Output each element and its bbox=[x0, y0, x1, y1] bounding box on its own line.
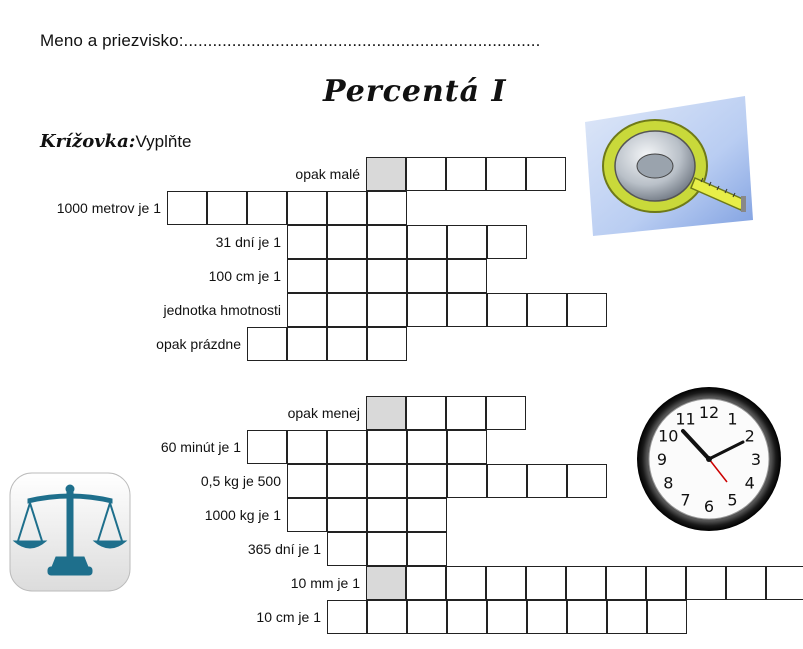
crossword-1-row6-cell2[interactable] bbox=[287, 327, 327, 361]
balance-scale-icon bbox=[8, 471, 132, 593]
crossword-1-row1-cell5[interactable] bbox=[526, 157, 566, 191]
clock-numeral-11: 11 bbox=[675, 409, 696, 429]
crossword-2-row4-cell3[interactable] bbox=[367, 498, 407, 532]
crossword-1-clue-3: 31 dní je 1 bbox=[215, 234, 281, 250]
crossword-1-row3-cell3[interactable] bbox=[367, 225, 407, 259]
crossword-1-row2-cell2[interactable] bbox=[207, 191, 247, 225]
crossword-1-row2-cell4[interactable] bbox=[287, 191, 327, 225]
crossword-2-row2-cell6[interactable] bbox=[447, 430, 487, 464]
clock-numeral-7: 7 bbox=[680, 490, 691, 510]
crossword-1-clue-4: 100 cm je 1 bbox=[208, 268, 281, 284]
crossword-1-row4-cell3[interactable] bbox=[367, 259, 407, 293]
crossword-1-clue-5: jednotka hmotnosti bbox=[163, 302, 281, 318]
crossword-1-row3-cell2[interactable] bbox=[327, 225, 367, 259]
clock-numeral-4: 4 bbox=[744, 473, 755, 493]
crossword-2-row7-cell3[interactable] bbox=[407, 600, 447, 634]
crossword-2-row7-cell5[interactable] bbox=[487, 600, 527, 634]
crossword-2-row3-cell5[interactable] bbox=[447, 464, 487, 498]
crossword-2-row7-cell6[interactable] bbox=[527, 600, 567, 634]
crossword-2-row6-cell9[interactable] bbox=[686, 566, 726, 600]
crossword-2-row2-cell1[interactable] bbox=[247, 430, 287, 464]
crossword-2-row4-cell2[interactable] bbox=[327, 498, 367, 532]
crossword-1-row2-cell3[interactable] bbox=[247, 191, 287, 225]
crossword-2-row3-cell1[interactable] bbox=[287, 464, 327, 498]
crossword-2-clue-1: opak menej bbox=[287, 405, 360, 421]
instruction bbox=[40, 131, 192, 152]
clock-numeral-12: 12 bbox=[698, 403, 720, 422]
crossword-1-row6-cell3[interactable] bbox=[327, 327, 367, 361]
clock-numeral-5: 5 bbox=[727, 490, 738, 510]
clock-numeral-1: 1 bbox=[727, 409, 738, 429]
crossword-2-row3-cell2[interactable] bbox=[327, 464, 367, 498]
crossword-1-row2-cell5[interactable] bbox=[327, 191, 367, 225]
crossword-2-clue-7: 10 cm je 1 bbox=[256, 609, 321, 625]
crossword-2-row2-cell4[interactable] bbox=[367, 430, 407, 464]
crossword-2-row7-cell2[interactable] bbox=[367, 600, 407, 634]
crossword-2-clue-5: 365 dní je 1 bbox=[247, 541, 321, 557]
crossword-2-row6-cell5[interactable] bbox=[526, 566, 566, 600]
crossword-1-row3-cell1[interactable] bbox=[287, 225, 327, 259]
crossword-2-row6-cell4[interactable] bbox=[486, 566, 526, 600]
crossword-2-row4-cell4[interactable] bbox=[407, 498, 447, 532]
crossword-2-clue-6: 10 mm je 1 bbox=[290, 575, 360, 591]
crossword-2-row3-cell6[interactable] bbox=[487, 464, 527, 498]
crossword-2-row5-cell3[interactable] bbox=[407, 532, 447, 566]
crossword-1-row4-cell4[interactable] bbox=[407, 259, 447, 293]
crossword-1-row2-cell1[interactable] bbox=[167, 191, 207, 225]
clock-numeral-6: 6 bbox=[703, 497, 715, 516]
crossword-2-row6-cell7[interactable] bbox=[606, 566, 646, 600]
crossword-2-row3-cell4[interactable] bbox=[407, 464, 447, 498]
crossword-2-row7-cell8[interactable] bbox=[607, 600, 647, 634]
crossword-1-row5-cell5[interactable] bbox=[447, 293, 487, 327]
worksheet-title: Percentá I bbox=[323, 74, 507, 109]
crossword-1-row4-cell1[interactable] bbox=[287, 259, 327, 293]
crossword-1-clue-1: opak malé bbox=[295, 166, 360, 182]
crossword-2-row6-cell10[interactable] bbox=[726, 566, 766, 600]
crossword-1-row5-cell8[interactable] bbox=[567, 293, 607, 327]
crossword-2-row6-cell2[interactable] bbox=[406, 566, 446, 600]
clock-numeral-8: 8 bbox=[663, 473, 674, 493]
crossword-1-row5-cell4[interactable] bbox=[407, 293, 447, 327]
crossword-1-row1-cell2[interactable] bbox=[406, 157, 446, 191]
crossword-2-row2-cell5[interactable] bbox=[407, 430, 447, 464]
crossword-2-row6-cell1[interactable] bbox=[366, 566, 406, 600]
crossword-1-row5-cell2[interactable] bbox=[327, 293, 367, 327]
instruction-text: Vyplňte bbox=[135, 132, 192, 151]
crossword-1-row5-cell6[interactable] bbox=[487, 293, 527, 327]
crossword-1-clue-2: 1000 metrov je 1 bbox=[56, 200, 161, 216]
crossword-2-row7-cell9[interactable] bbox=[647, 600, 687, 634]
clock-numeral-10: 10 bbox=[658, 426, 679, 446]
crossword-2-row5-cell1[interactable] bbox=[327, 532, 367, 566]
crossword-1-row1-cell4[interactable] bbox=[486, 157, 526, 191]
crossword-1-row3-cell4[interactable] bbox=[407, 225, 447, 259]
crossword-2-row1-cell4[interactable] bbox=[486, 396, 526, 430]
crossword-2-row7-cell4[interactable] bbox=[447, 600, 487, 634]
crossword-2-row4-cell1[interactable] bbox=[287, 498, 327, 532]
crossword-2-clue-2: 60 minút je 1 bbox=[160, 439, 241, 455]
wall-clock-icon bbox=[635, 386, 783, 532]
crossword-2-row1-cell3[interactable] bbox=[446, 396, 486, 430]
crossword-1-row6-cell1[interactable] bbox=[247, 327, 287, 361]
crossword-2-row5-cell2[interactable] bbox=[367, 532, 407, 566]
crossword-2-row7-cell7[interactable] bbox=[567, 600, 607, 634]
clock-numeral-3: 3 bbox=[750, 450, 762, 469]
crossword-1-row5-cell7[interactable] bbox=[527, 293, 567, 327]
crossword-2-row3-cell8[interactable] bbox=[567, 464, 607, 498]
crossword-2-row6-cell8[interactable] bbox=[646, 566, 686, 600]
crossword-1-row1-cell3[interactable] bbox=[446, 157, 486, 191]
crossword-2-row2-cell2[interactable] bbox=[287, 430, 327, 464]
crossword-1-row1-cell1[interactable] bbox=[366, 157, 406, 191]
crossword-2-row1-cell2[interactable] bbox=[406, 396, 446, 430]
crossword-1-row2-cell6[interactable] bbox=[367, 191, 407, 225]
tape-measure-icon bbox=[583, 96, 753, 236]
name-field-label: Meno a priezvisko:.......................................................................... bbox=[40, 31, 541, 50]
crossword-1-row3-cell6[interactable] bbox=[487, 225, 527, 259]
crossword-1-clue-6: opak prázdne bbox=[156, 336, 241, 352]
crossword-1-row6-cell4[interactable] bbox=[367, 327, 407, 361]
crossword-1-row5-cell1[interactable] bbox=[287, 293, 327, 327]
crossword-2-row3-cell7[interactable] bbox=[527, 464, 567, 498]
crossword-2-row7-cell1[interactable] bbox=[327, 600, 367, 634]
crossword-2-row1-cell1[interactable] bbox=[366, 396, 406, 430]
crossword-2-row6-cell3[interactable] bbox=[446, 566, 486, 600]
crossword-1-row3-cell5[interactable] bbox=[447, 225, 487, 259]
crossword-1-row4-cell2[interactable] bbox=[327, 259, 367, 293]
crossword-2-clue-3: 0,5 kg je 500 bbox=[200, 473, 281, 489]
crossword-2-row6-cell6[interactable] bbox=[566, 566, 606, 600]
clock-numeral-9: 9 bbox=[656, 450, 668, 469]
crossword-1-row4-cell5[interactable] bbox=[447, 259, 487, 293]
clock-numeral-2: 2 bbox=[744, 426, 755, 446]
crossword-2-row6-cell11[interactable] bbox=[766, 566, 803, 600]
crossword-1-row5-cell3[interactable] bbox=[367, 293, 407, 327]
crossword-2-row3-cell3[interactable] bbox=[367, 464, 407, 498]
instruction-label: Krížovka: bbox=[40, 131, 136, 152]
crossword-2-clue-4: 1000 kg je 1 bbox=[204, 507, 281, 523]
crossword-2-row2-cell3[interactable] bbox=[327, 430, 367, 464]
